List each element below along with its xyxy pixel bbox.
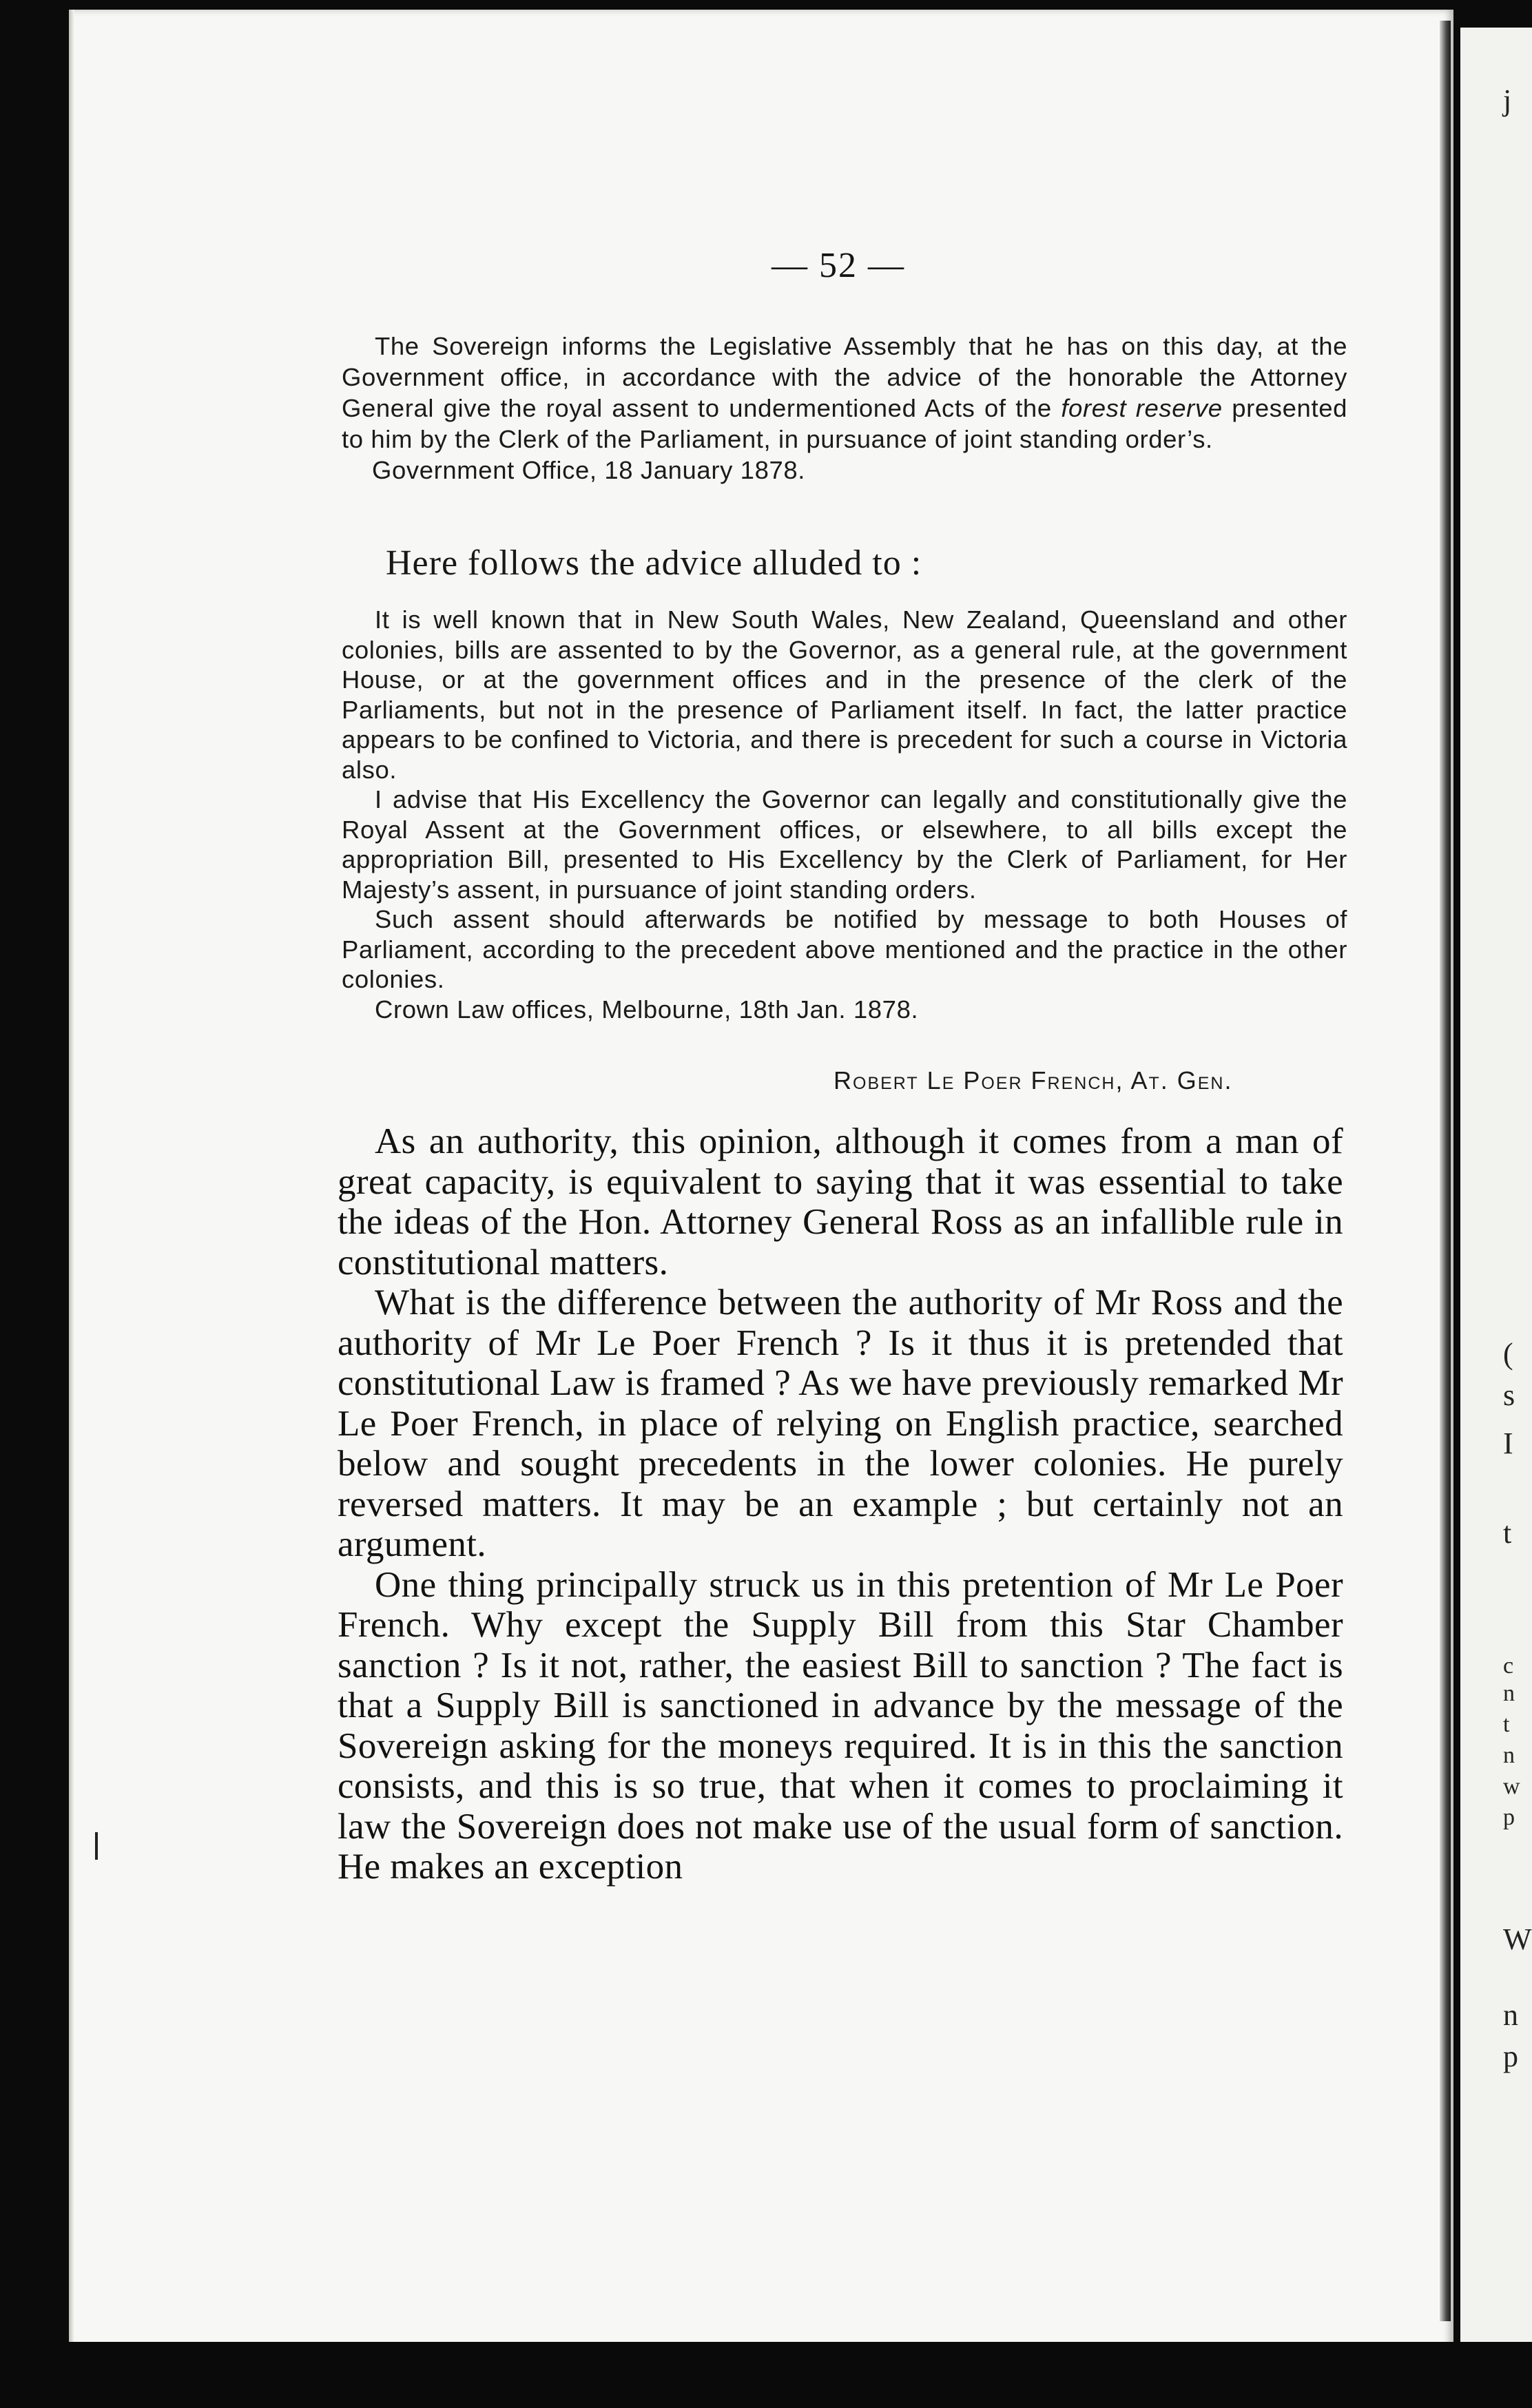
advice-paragraph: It is well known that in New South Wales, New Zealand, Queensland and other colonies, bills are assented to by the Governor, as a general rule, at the government House, or at the government offices and in the presence of the clerk of the Parliaments, but not in the presence of Parliament itself. In fact, the latter practice appears to be confined to Victoria, and there is precedent for such a course in Victoria also. — [342, 605, 1347, 784]
commentary — [338, 1121, 1343, 1887]
page-edge-shadow — [69, 10, 74, 2349]
facing-page-fragment: n — [1503, 1681, 1515, 1706]
facing-page-fragment: c — [1503, 1653, 1514, 1679]
scan-bottom-edge — [0, 2342, 1532, 2408]
advice-signature: Robert Le Poer French, At. Gen. — [834, 1066, 1233, 1094]
facing-page-fragment: n — [1503, 1998, 1518, 2032]
facing-page-fragment: n — [1503, 1743, 1515, 1768]
facing-page-fragment: s — [1503, 1378, 1515, 1412]
facing-page-fragment: ( — [1503, 1337, 1513, 1371]
advice-paragraph: I advise that His Excellency the Governor can legally and constitutionally give the Royal Assent at the Government offices, or elsewhere, to all bills except the appropriation Bill, presented to His Excellency by the Clerk of Parliament, for Her Majesty’s assent, in pursuance of joint standing orders. — [342, 785, 1347, 904]
facing-page-fragment: I — [1503, 1426, 1513, 1460]
facing-page-fragment: j — [1503, 83, 1512, 117]
commentary-paragraph: One thing principally struck us in this pretention of Mr Le Poer French. Why except the Supply Bill from this Star Chamber sanction ? Is it not, rather, the easiest Bill to sanction ? The fact is that a Supply Bill is sanctioned in advance by the message of the Sovereign asking for the moneys required. It is in this the sanction consists, and this is so true, that when it comes to proclaiming it law the Sovereign does not make use of the usual form of sanction. He makes an exception — [338, 1564, 1343, 1887]
facing-page-fragment: t — [1503, 1516, 1512, 1550]
margin-mark — [95, 1832, 98, 1860]
advice-dateline: Crown Law offices, Melbourne, 18th Jan. 1878. — [375, 995, 919, 1024]
assent-notice-paragraph — [342, 331, 1347, 455]
page-gutter — [1440, 21, 1451, 2321]
facing-page-fragment: p — [1503, 2039, 1518, 2073]
notice-text: The Sovereign informs the Legislative Assembly that he has on this day, at the Government office, in accordance with the advice of the honorable the Attorney General give the royal assent to undermentioned Acts of the — [342, 332, 1347, 422]
notice-text: presented to him by the Clerk of the Parliament, in pursuance of joint standing order’s. — [342, 394, 1348, 453]
commentary-paragraph: As an authority, this opinion, although it comes from a man of great capacity, is equivalent to saying that it was essential to take the ideas of the Hon. Attorney General Ross as an infallible rule in constitutional matters. — [338, 1121, 1343, 1283]
facing-page-fragment: t — [1503, 1712, 1510, 1737]
facing-page-fragment: p — [1503, 1805, 1515, 1830]
attorney-advice — [342, 605, 1347, 1024]
advice-paragraph: Such assent should afterwards be notified by message to both Houses of Parliament, according to the precedent above mentioned and the practice in the other colonies. — [342, 905, 1347, 993]
notice-italic: forest reserve — [1061, 394, 1223, 422]
page-number: — 52 — — [772, 246, 905, 285]
facing-page-fragment: w — [1503, 1774, 1520, 1799]
facing-page-strip — [1460, 28, 1532, 2369]
assent-notice — [342, 331, 1347, 486]
facing-page-fragment: W — [1503, 1922, 1532, 1956]
notice-dateline: Government Office, 18 January 1878. — [372, 456, 806, 484]
section-heading: Here follows the advice alluded to : — [386, 543, 922, 583]
commentary-paragraph: What is the difference between the authority of Mr Ross and the authority of Mr Le Poer French ? Is it thus it is pretended that constitutional Law is framed ? As we have previously remarked Mr Le Poer French, in place of relying on English practice, searched below and sought precedents in the lower colonies. He purely reversed matters. It may be an example ; but certainly not an argument. — [338, 1283, 1343, 1564]
